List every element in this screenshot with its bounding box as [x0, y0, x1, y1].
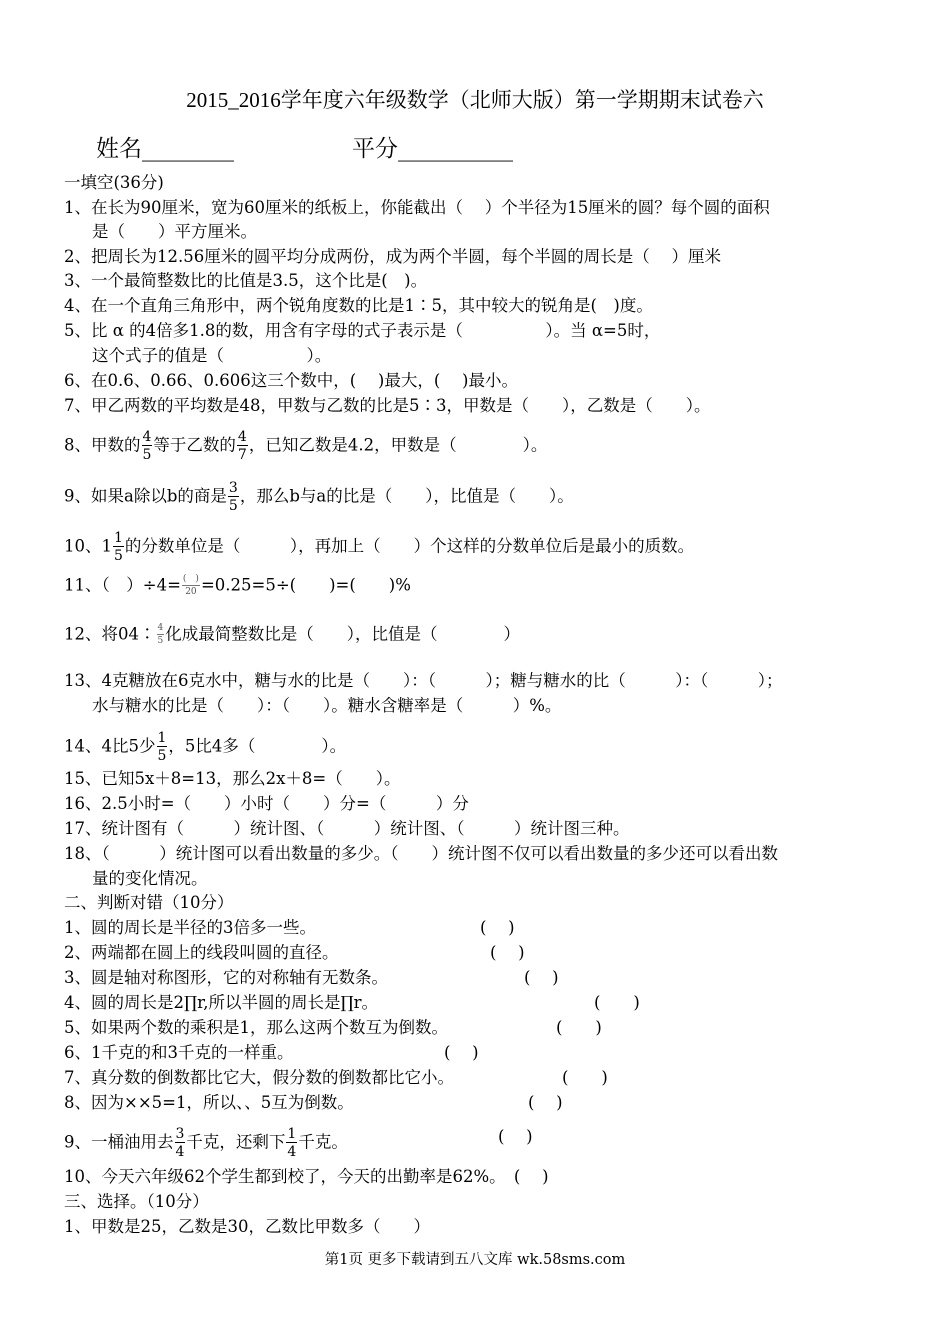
question-fill-18-cont: 量的变化情况。 — [92, 869, 208, 888]
question-choice-1: 1、甲数是25，乙数是30，乙数比甲数多（ ） — [64, 1217, 430, 1236]
question-fill-10 — [64, 531, 694, 563]
q14-text-b: ，5比4多（ ）。 — [168, 736, 347, 756]
question-judge-1: 1、圆的周长是半径的3倍多一些。 — [64, 918, 316, 937]
fraction-numerator: 4 — [142, 429, 152, 445]
fraction — [142, 430, 153, 462]
question-judge-3: 3、圆是轴对称图形，它的对称轴有无数条。 — [64, 968, 388, 987]
question-fill-1-cont: 是（ ）平方厘米。 — [92, 222, 257, 241]
question-fill-16: 16、2.5小时=（ ）小时（ ）分=（ ）分 — [64, 794, 469, 813]
answer-paren: ( ) — [444, 1043, 479, 1062]
page-footer: 第1页 更多下载请到五八文库 wk.58sms.com — [324, 1252, 626, 1268]
answer-paren: ( ) — [594, 993, 640, 1012]
question-fill-17: 17、统计图有（ ）统计图、（ ）统计图、（ ）统计图三种。 — [64, 819, 630, 838]
fraction — [175, 1127, 186, 1159]
score-field-label: 平分__________ — [352, 136, 513, 162]
question-fill-7: 7、甲乙两数的平均数是48，甲数与乙数的比是5∶3，甲数是（ ），乙数是（ ）。 — [64, 396, 711, 415]
question-judge-10: 10、今天六年级62个学生都到校了，今天的出勤率是62%。 ( ) — [64, 1167, 549, 1186]
question-fill-13-cont: 水与糖水的比是（ ）：（ ）。糖水含糖率是（ ）%。 — [92, 696, 562, 715]
fraction — [157, 731, 168, 763]
question-judge-4: 4、圆的周长是2∏r,所以半圆的周长是∏r。 — [64, 993, 378, 1012]
fraction — [182, 575, 200, 597]
q11-text-a: 11、（ ）÷4= — [64, 575, 181, 595]
name-field-label: 姓名________ — [96, 136, 234, 162]
fraction-numerator: 1 — [114, 530, 123, 546]
question-fill-5: 5、比 α 的4倍多1.8的数，用含有字母的式子表示是（ ）。当 α=5时， — [64, 321, 661, 340]
section-heading-judge: 二、判断对错（10分） — [64, 893, 234, 912]
question-judge-6: 6、1千克的和3千克的一样重。 — [64, 1043, 294, 1062]
q14-text-a: 14、4比5少 — [64, 736, 156, 756]
fraction-denominator: 5 — [157, 748, 167, 764]
question-fill-5-cont: 这个式子的值是（ ）。 — [92, 346, 332, 365]
fraction-numerator: 1 — [287, 1126, 297, 1142]
question-judge-2: 2、两端都在圆上的线段叫圆的直径。 — [64, 943, 339, 962]
fraction — [113, 531, 124, 563]
judge-q9-text-a: 9、一桶油用去 — [64, 1132, 174, 1152]
question-fill-4: 4、在一个直角三角形中，两个锐角度数的比是1∶5，其中较大的锐角是( )度。 — [64, 296, 653, 315]
fraction-numerator: 1 — [157, 730, 167, 746]
q12-text-b: 化成最简整数比是（ ），比值是（ ） — [165, 624, 520, 644]
q9-text-b: ，那么b与a的比是（ ），比值是（ ）。 — [239, 486, 574, 506]
question-fill-13: 13、4克糖放在6克水中，糖与水的比是（ ）：（ ）；糖与糖水的比（ ）：（ ）； — [64, 671, 783, 690]
question-fill-11 — [64, 575, 411, 597]
fraction-denominator: 7 — [237, 447, 247, 463]
answer-paren: ( ) — [562, 1068, 608, 1087]
answer-paren: ( ) — [556, 1018, 602, 1037]
question-fill-15: 15、已知5x＋8=13，那么2x＋8=（ ）。 — [64, 769, 401, 788]
fraction-denominator: 5 — [228, 498, 238, 514]
answer-paren: ( ) — [524, 968, 559, 987]
q8-text-a: 8、甲数的 — [64, 435, 141, 455]
q12-text-a: 12、将04∶ — [64, 624, 156, 644]
question-judge-9 — [64, 1127, 348, 1159]
fraction — [286, 1127, 297, 1159]
fraction-denominator: 5 — [114, 548, 123, 564]
q11-text-b: =0.25=5÷( )=( )% — [200, 575, 411, 595]
fraction-denominator: 20 — [185, 587, 197, 597]
fraction-numerator: 4 — [157, 623, 164, 633]
fraction — [228, 481, 239, 513]
fraction-denominator: 5 — [142, 447, 152, 463]
fraction-numerator: 4 — [237, 429, 247, 445]
fraction-numerator: 3 — [228, 480, 238, 496]
q10-text-a: 10、1 — [64, 536, 112, 556]
question-judge-5: 5、如果两个数的乘积是1，那么这两个数互为倒数。 — [64, 1018, 448, 1037]
question-fill-14 — [64, 731, 346, 763]
fraction-denominator: 4 — [287, 1144, 297, 1160]
fraction — [237, 430, 248, 462]
answer-paren: ( ) — [528, 1093, 563, 1112]
question-fill-9 — [64, 481, 574, 513]
question-fill-8 — [64, 430, 547, 462]
question-fill-3: 3、一个最简整数比的比值是3.5，这个比是( )。 — [64, 271, 428, 290]
q10-text-b: 的分数单位是（ ），再加上（ ）个这样的分数单位后是最小的质数。 — [124, 536, 695, 556]
section-heading-choice: 三、选择。（10分） — [64, 1192, 209, 1211]
answer-paren: ( ) — [480, 918, 515, 937]
fraction-denominator: 5 — [157, 636, 164, 646]
question-fill-1: 1、在长为90厘米，宽为60厘米的纸板上，你能截出（ ）个半径为15厘米的圆？每个圆的面积 — [64, 198, 770, 217]
question-fill-2: 2、把周长为12.56厘米的圆平均分成两份，成为两个半圆，每个半圆的周长是（ ）厘米 — [64, 247, 721, 266]
fraction-numerator: ( ) — [182, 574, 199, 584]
question-judge-8: 8、因为××5=1，所以、、5互为倒数。 — [64, 1093, 354, 1112]
answer-paren: ( ) — [498, 1127, 533, 1146]
fraction-numerator: 3 — [175, 1126, 185, 1142]
q9-text-a: 9、如果a除以b的商是 — [64, 486, 227, 506]
question-fill-18: 18、（ ）统计图可以看出数量的多少。（ ）统计图不仅可以看出数量的多少还可以看出数 — [64, 844, 778, 863]
q8-text-b: 等于乙数的 — [153, 435, 236, 455]
judge-q9-text-b: 千克，还剩下 — [186, 1132, 286, 1152]
fraction-denominator: 4 — [175, 1144, 185, 1160]
question-fill-6: 6、在0.6、0.66、0.606这三个数中，( )最大，( )最小。 — [64, 371, 518, 390]
page-title: 2015_2016学年度六年级数学（北师大版）第一学期期末试卷六 — [186, 88, 764, 112]
section-heading-fill: 一填空(36分) — [64, 173, 164, 192]
fraction — [157, 624, 165, 646]
answer-paren: ( ) — [490, 943, 525, 962]
q8-text-c: ，已知乙数是4.2，甲数是（ ）。 — [248, 435, 548, 455]
question-judge-7: 7、真分数的倒数都比它大，假分数的倒数都比它小。 — [64, 1068, 454, 1087]
judge-q9-text-c: 千克。 — [298, 1132, 348, 1152]
question-fill-12 — [64, 624, 520, 646]
